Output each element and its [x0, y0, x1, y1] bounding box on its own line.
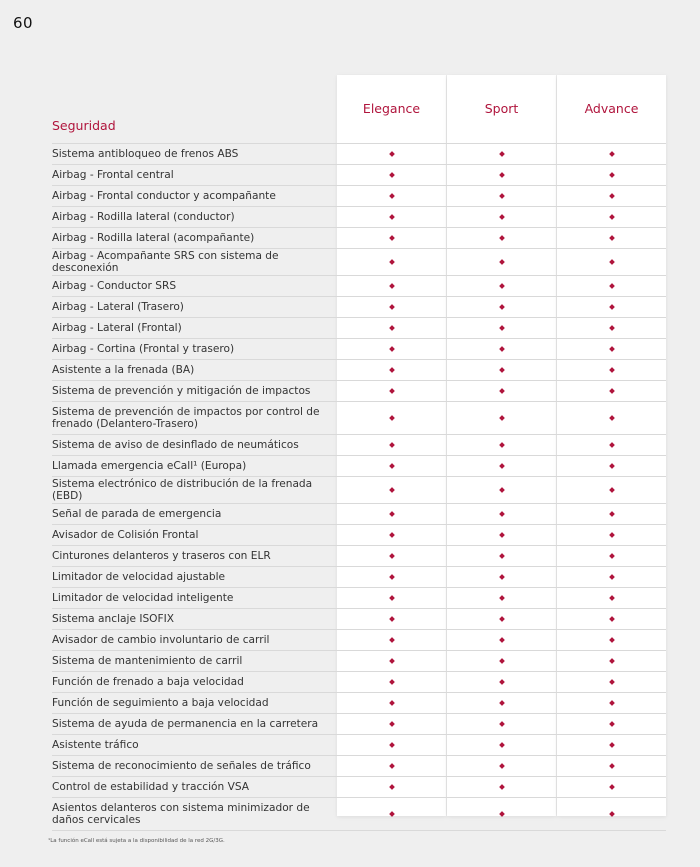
diamond-icon [609, 742, 615, 748]
cell-advance [557, 284, 666, 288]
diamond-icon [499, 259, 505, 265]
row-label: Función de frenado a baja velocidad [52, 676, 244, 688]
cell-sport [447, 152, 556, 156]
column-header-sport: Sport [484, 101, 519, 116]
diamond-icon [499, 658, 505, 664]
cell-sport [447, 743, 556, 747]
cell-advance [557, 785, 666, 789]
table-row [52, 714, 666, 735]
cell-sport [447, 347, 556, 351]
row-label: Control de estabilidad y tracción VSA [52, 781, 250, 793]
diamond-icon [499, 304, 505, 310]
diamond-icon [609, 235, 615, 241]
diamond-icon [389, 574, 395, 580]
diamond-icon [609, 283, 615, 289]
cell-elegance [337, 533, 446, 537]
table-row [52, 318, 666, 339]
diamond-icon [389, 325, 395, 331]
cell-advance [557, 389, 666, 393]
row-label: Avisador de Colisión Frontal [52, 529, 199, 541]
diamond-icon [389, 259, 395, 265]
cell-sport [447, 701, 556, 705]
row-label: Airbag - Rodilla lateral (acompañante) [52, 232, 255, 244]
table-row [52, 435, 666, 456]
diamond-icon [389, 595, 395, 601]
diamond-icon [499, 346, 505, 352]
row-label: Sistema anclaje ISOFIX [52, 613, 174, 625]
diamond-icon [389, 235, 395, 241]
diamond-icon [389, 700, 395, 706]
cell-sport [447, 194, 556, 198]
diamond-icon [389, 763, 395, 769]
diamond-icon [389, 616, 395, 622]
cell-elegance [337, 554, 446, 558]
diamond-icon [609, 325, 615, 331]
diamond-icon [499, 637, 505, 643]
table-row [52, 360, 666, 381]
cell-elegance [337, 305, 446, 309]
diamond-icon [389, 811, 395, 817]
diamond-icon [609, 763, 615, 769]
row-label: Llamada emergencia eCall¹ (Europa) [52, 460, 247, 472]
diamond-icon [499, 367, 505, 373]
table-row [52, 144, 666, 165]
row-label: Cinturones delanteros y traseros con ELR [52, 550, 271, 562]
row-label: Sistema de aviso de desinflado de neumáticos [52, 439, 299, 451]
diamond-icon [609, 367, 615, 373]
page-number: 60 [13, 14, 34, 32]
cell-elegance [337, 512, 446, 516]
cell-advance [557, 638, 666, 642]
diamond-icon [609, 193, 615, 199]
cell-elegance [337, 488, 446, 492]
diamond-icon [499, 742, 505, 748]
cell-sport [447, 389, 556, 393]
cell-sport [447, 533, 556, 537]
diamond-icon [609, 700, 615, 706]
row-label: Sistema antibloqueo de frenos ABS [52, 148, 239, 160]
row-label: Airbag - Cortina (Frontal y trasero) [52, 343, 235, 355]
diamond-icon [609, 511, 615, 517]
diamond-icon [609, 658, 615, 664]
cell-advance [557, 488, 666, 492]
row-label: Sistema de reconocimiento de señales de tráfico [52, 760, 311, 772]
diamond-icon [389, 487, 395, 493]
diamond-icon [389, 346, 395, 352]
table-row [52, 249, 666, 276]
table-row [52, 567, 666, 588]
table-row [52, 588, 666, 609]
cell-sport [447, 173, 556, 177]
cell-sport [447, 305, 556, 309]
diamond-icon [389, 742, 395, 748]
cell-sport [447, 260, 556, 264]
table-row [52, 228, 666, 249]
cell-sport [447, 617, 556, 621]
cell-elegance [337, 680, 446, 684]
cell-elegance [337, 764, 446, 768]
diamond-icon [609, 214, 615, 220]
table-row [52, 546, 666, 567]
table-row [52, 693, 666, 714]
cell-advance [557, 326, 666, 330]
diamond-icon [389, 442, 395, 448]
diamond-icon [609, 637, 615, 643]
cell-elegance [337, 215, 446, 219]
cell-elegance [337, 659, 446, 663]
cell-advance [557, 173, 666, 177]
diamond-icon [499, 784, 505, 790]
table-row [52, 609, 666, 630]
table-row [52, 186, 666, 207]
cell-advance [557, 554, 666, 558]
cell-advance [557, 152, 666, 156]
diamond-icon [499, 388, 505, 394]
diamond-icon [499, 235, 505, 241]
cell-sport [447, 812, 556, 816]
diamond-icon [389, 637, 395, 643]
diamond-icon [499, 721, 505, 727]
cell-sport [447, 638, 556, 642]
diamond-icon [609, 532, 615, 538]
cell-advance [557, 596, 666, 600]
diamond-icon [389, 304, 395, 310]
cell-advance [557, 701, 666, 705]
diamond-icon [609, 553, 615, 559]
diamond-icon [499, 415, 505, 421]
diamond-icon [609, 172, 615, 178]
cell-sport [447, 464, 556, 468]
diamond-icon [609, 442, 615, 448]
cell-elegance [337, 722, 446, 726]
cell-sport [447, 284, 556, 288]
diamond-icon [609, 784, 615, 790]
cell-advance [557, 617, 666, 621]
row-label: Airbag - Rodilla lateral (conductor) [52, 211, 235, 223]
cell-sport [447, 680, 556, 684]
table-row [52, 651, 666, 672]
table-row [52, 276, 666, 297]
spec-table [52, 143, 666, 831]
column-header-elegance: Elegance [362, 101, 421, 116]
section-title: Seguridad [52, 118, 116, 133]
diamond-icon [609, 346, 615, 352]
cell-elegance [337, 152, 446, 156]
cell-elegance [337, 617, 446, 621]
cell-advance [557, 743, 666, 747]
cell-sport [447, 416, 556, 420]
cell-sport [447, 512, 556, 516]
cell-elegance [337, 194, 446, 198]
cell-advance [557, 416, 666, 420]
cell-sport [447, 368, 556, 372]
cell-advance [557, 347, 666, 351]
cell-advance [557, 680, 666, 684]
table-row [52, 525, 666, 546]
cell-elegance [337, 326, 446, 330]
cell-elegance [337, 260, 446, 264]
diamond-icon [499, 151, 505, 157]
diamond-icon [609, 574, 615, 580]
diamond-icon [499, 325, 505, 331]
row-label: Asientos delanteros con sistema minimizador de daños cervicales [52, 802, 310, 826]
cell-advance [557, 443, 666, 447]
table-row [52, 456, 666, 477]
cell-advance [557, 812, 666, 816]
diamond-icon [609, 463, 615, 469]
diamond-icon [499, 595, 505, 601]
cell-sport [447, 488, 556, 492]
row-label: Airbag - Acompañante SRS con sistema de desconexión [52, 250, 279, 274]
diamond-icon [609, 304, 615, 310]
diamond-icon [389, 463, 395, 469]
table-row [52, 630, 666, 651]
cell-elegance [337, 638, 446, 642]
diamond-icon [499, 574, 505, 580]
table-row [52, 504, 666, 525]
cell-advance [557, 194, 666, 198]
cell-elegance [337, 347, 446, 351]
diamond-icon [389, 193, 395, 199]
row-label: Airbag - Frontal conductor y acompañante [52, 190, 276, 202]
table-row [52, 756, 666, 777]
cell-elegance [337, 743, 446, 747]
diamond-icon [389, 679, 395, 685]
cell-sport [447, 554, 556, 558]
cell-advance [557, 659, 666, 663]
diamond-icon [499, 532, 505, 538]
row-label: Señal de parada de emergencia [52, 508, 222, 520]
diamond-icon [499, 487, 505, 493]
diamond-icon [499, 763, 505, 769]
table-row [52, 402, 666, 435]
row-label: Función de seguimiento a baja velocidad [52, 697, 269, 709]
row-label: Avisador de cambio involuntario de carril [52, 634, 270, 646]
diamond-icon [609, 388, 615, 394]
diamond-icon [389, 172, 395, 178]
table-row [52, 381, 666, 402]
diamond-icon [389, 214, 395, 220]
cell-elegance [337, 173, 446, 177]
diamond-icon [389, 367, 395, 373]
cell-advance [557, 533, 666, 537]
cell-elegance [337, 284, 446, 288]
cell-sport [447, 596, 556, 600]
table-row [52, 798, 666, 831]
cell-sport [447, 659, 556, 663]
cell-elegance [337, 464, 446, 468]
row-label: Sistema de prevención de impactos por control de frenado (Delantero-Trasero) [52, 406, 320, 430]
cell-sport [447, 236, 556, 240]
table-row [52, 339, 666, 360]
diamond-icon [499, 172, 505, 178]
row-label: Sistema de ayuda de permanencia en la carretera [52, 718, 319, 730]
cell-sport [447, 764, 556, 768]
cell-advance [557, 512, 666, 516]
cell-advance [557, 764, 666, 768]
diamond-icon [499, 283, 505, 289]
cell-sport [447, 722, 556, 726]
cell-advance [557, 236, 666, 240]
cell-advance [557, 464, 666, 468]
diamond-icon [609, 616, 615, 622]
diamond-icon [499, 442, 505, 448]
table-row [52, 735, 666, 756]
cell-elegance [337, 236, 446, 240]
footnote: ¹La función eCall está sujeta a la disponibilidad de la red 2G/3G. [48, 838, 225, 844]
row-label: Limitador de velocidad ajustable [52, 571, 226, 583]
table-row [52, 777, 666, 798]
cell-elegance [337, 596, 446, 600]
diamond-icon [609, 595, 615, 601]
row-label: Asistente tráfico [52, 739, 139, 751]
diamond-icon [609, 811, 615, 817]
cell-elegance [337, 785, 446, 789]
diamond-icon [499, 811, 505, 817]
column-header-advance: Advance [584, 101, 639, 116]
cell-advance [557, 575, 666, 579]
diamond-icon [389, 784, 395, 790]
diamond-icon [609, 259, 615, 265]
cell-advance [557, 260, 666, 264]
table-row [52, 207, 666, 228]
diamond-icon [609, 487, 615, 493]
cell-elegance [337, 443, 446, 447]
cell-advance [557, 722, 666, 726]
diamond-icon [499, 679, 505, 685]
diamond-icon [389, 658, 395, 664]
diamond-icon [499, 700, 505, 706]
row-label: Sistema de mantenimiento de carril [52, 655, 243, 667]
diamond-icon [389, 511, 395, 517]
diamond-icon [499, 193, 505, 199]
diamond-icon [609, 415, 615, 421]
diamond-icon [499, 463, 505, 469]
diamond-icon [499, 511, 505, 517]
cell-elegance [337, 575, 446, 579]
table-row [52, 672, 666, 693]
row-label: Sistema electrónico de distribución de la frenada (EBD) [52, 478, 313, 502]
table-row [52, 165, 666, 186]
diamond-icon [389, 532, 395, 538]
cell-sport [447, 326, 556, 330]
diamond-icon [389, 151, 395, 157]
row-label: Limitador de velocidad inteligente [52, 592, 234, 604]
row-label: Sistema de prevención y mitigación de impactos [52, 385, 311, 397]
row-label: Airbag - Lateral (Frontal) [52, 322, 182, 334]
diamond-icon [499, 616, 505, 622]
diamond-icon [499, 553, 505, 559]
cell-elegance [337, 701, 446, 705]
cell-sport [447, 575, 556, 579]
row-label: Airbag - Conductor SRS [52, 280, 177, 292]
cell-sport [447, 215, 556, 219]
diamond-icon [389, 415, 395, 421]
cell-elegance [337, 368, 446, 372]
diamond-icon [609, 679, 615, 685]
diamond-icon [389, 283, 395, 289]
cell-advance [557, 368, 666, 372]
diamond-icon [609, 721, 615, 727]
row-label: Airbag - Frontal central [52, 169, 174, 181]
row-label: Airbag - Lateral (Trasero) [52, 301, 184, 313]
diamond-icon [499, 214, 505, 220]
diamond-icon [609, 151, 615, 157]
row-label: Asistente a la frenada (BA) [52, 364, 195, 376]
cell-elegance [337, 389, 446, 393]
cell-sport [447, 443, 556, 447]
cell-sport [447, 785, 556, 789]
cell-advance [557, 215, 666, 219]
cell-advance [557, 305, 666, 309]
diamond-icon [389, 721, 395, 727]
table-row [52, 477, 666, 504]
cell-elegance [337, 416, 446, 420]
diamond-icon [389, 553, 395, 559]
diamond-icon [389, 388, 395, 394]
cell-elegance [337, 812, 446, 816]
table-row [52, 297, 666, 318]
